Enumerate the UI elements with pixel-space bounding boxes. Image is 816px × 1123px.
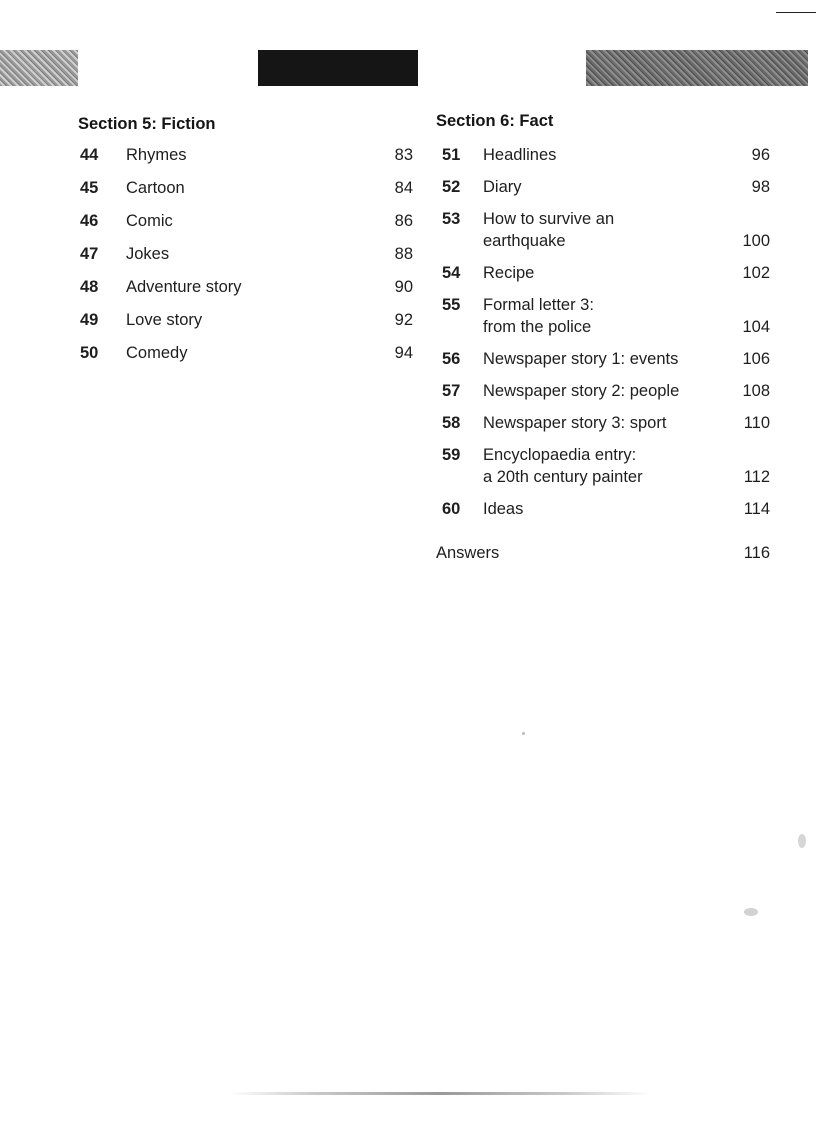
entry-number: 50 bbox=[80, 344, 99, 362]
entry-number: 46 bbox=[80, 212, 99, 230]
entry-number: 45 bbox=[80, 179, 99, 197]
entry-page: 110 bbox=[743, 414, 770, 432]
toc-entry[interactable] bbox=[442, 294, 770, 338]
entry-page: 86 bbox=[394, 212, 413, 230]
entry-page: 98 bbox=[751, 178, 770, 196]
toc-entry[interactable] bbox=[80, 309, 413, 331]
corner-rule bbox=[776, 12, 816, 13]
entry-page: 90 bbox=[394, 278, 413, 296]
entry-page: 108 bbox=[742, 382, 770, 400]
entry-number: 48 bbox=[80, 278, 99, 296]
answers-page: 116 bbox=[743, 544, 770, 562]
scan-speck bbox=[798, 834, 806, 848]
entry-page: 92 bbox=[394, 311, 413, 329]
entry-page: 112 bbox=[743, 468, 770, 486]
entry-title: Formal letter 3: from the police bbox=[483, 296, 594, 336]
entry-title: Recipe bbox=[483, 264, 535, 282]
entry-number: 58 bbox=[442, 414, 461, 432]
entry-number: 53 bbox=[442, 210, 461, 228]
entry-page: 94 bbox=[394, 344, 413, 362]
entry-title: Newspaper story 3: sport bbox=[483, 414, 667, 432]
entry-title: How to survive an earthquake bbox=[483, 210, 615, 250]
entry-page: 106 bbox=[742, 350, 770, 368]
entry-page: 104 bbox=[742, 318, 770, 336]
toc-entry[interactable] bbox=[442, 144, 770, 166]
entry-page: 102 bbox=[742, 264, 770, 282]
header-bar-right bbox=[586, 50, 808, 86]
toc-entry[interactable] bbox=[80, 144, 413, 166]
toc-entry[interactable] bbox=[442, 412, 770, 434]
entry-page: 100 bbox=[742, 232, 770, 250]
scan-speck bbox=[522, 732, 525, 735]
entry-title: Newspaper story 1: events bbox=[483, 350, 679, 368]
answers-row[interactable] bbox=[436, 542, 770, 564]
section-6-title: Section 6: Fact bbox=[436, 112, 554, 130]
entry-title: Diary bbox=[483, 178, 522, 196]
section-5-title: Section 5: Fiction bbox=[78, 115, 216, 133]
toc-entry[interactable] bbox=[442, 262, 770, 284]
entry-title: Adventure story bbox=[126, 278, 242, 296]
toc-entry[interactable] bbox=[442, 380, 770, 402]
toc-entry[interactable] bbox=[442, 444, 770, 488]
entry-number: 55 bbox=[442, 296, 461, 314]
entry-title: Comic bbox=[126, 212, 173, 230]
toc-entry[interactable] bbox=[442, 208, 770, 252]
toc-entry[interactable] bbox=[80, 243, 413, 265]
entry-number: 54 bbox=[442, 264, 461, 282]
entry-title: Newspaper story 2: people bbox=[483, 382, 680, 400]
toc-entry[interactable] bbox=[80, 276, 413, 298]
entry-page: 83 bbox=[394, 146, 413, 164]
entry-page: 88 bbox=[394, 245, 413, 263]
entry-number: 59 bbox=[442, 446, 461, 464]
entry-title: Cartoon bbox=[126, 179, 185, 197]
entry-page: 84 bbox=[394, 179, 413, 197]
entry-number: 51 bbox=[442, 146, 461, 164]
entry-number: 47 bbox=[80, 245, 99, 263]
entry-title: Rhymes bbox=[126, 146, 187, 164]
header-bar-middle bbox=[258, 50, 418, 86]
entry-page: 96 bbox=[751, 146, 770, 164]
scan-speck bbox=[744, 908, 758, 916]
entry-number: 60 bbox=[442, 500, 461, 518]
toc-entry[interactable] bbox=[80, 342, 413, 364]
answers-label: Answers bbox=[436, 544, 500, 562]
entry-title: Encyclopaedia entry: a 20th century painter bbox=[483, 446, 643, 486]
entry-number: 49 bbox=[80, 311, 99, 329]
entry-number: 57 bbox=[442, 382, 461, 400]
entry-title: Comedy bbox=[126, 344, 188, 362]
toc-entry[interactable] bbox=[80, 177, 413, 199]
entry-number: 44 bbox=[80, 146, 99, 164]
toc-entry[interactable] bbox=[442, 498, 770, 520]
entry-title: Ideas bbox=[483, 500, 524, 518]
entry-title: Jokes bbox=[126, 245, 170, 263]
toc-entry[interactable] bbox=[442, 348, 770, 370]
toc-entry[interactable] bbox=[80, 210, 413, 232]
header-bar-left bbox=[0, 50, 78, 86]
entry-title: Love story bbox=[126, 311, 203, 329]
entry-page: 114 bbox=[743, 500, 770, 518]
entry-number: 52 bbox=[442, 178, 461, 196]
entry-title: Headlines bbox=[483, 146, 557, 164]
toc-entry[interactable] bbox=[442, 176, 770, 198]
entry-number: 56 bbox=[442, 350, 461, 368]
scan-smudge bbox=[230, 1092, 650, 1095]
